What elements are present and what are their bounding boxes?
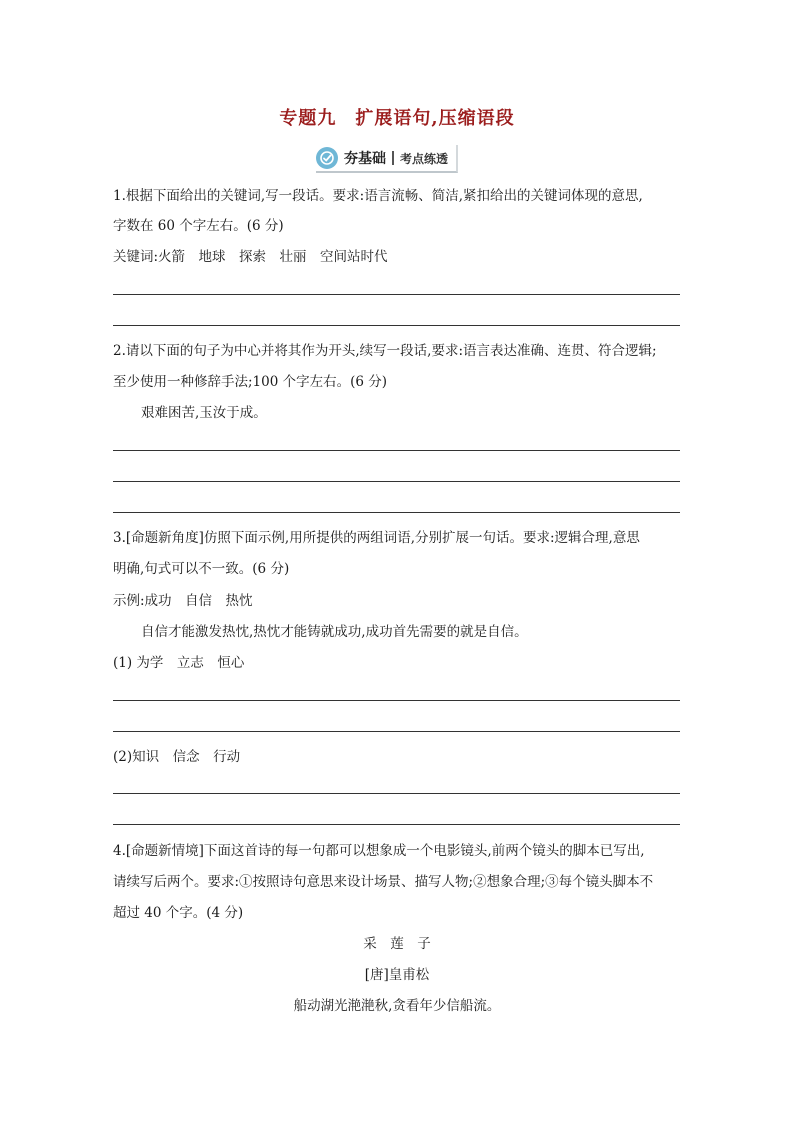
q1-answer-line[interactable] [113, 294, 680, 295]
q3-item2-answer-line[interactable] [113, 824, 680, 825]
q3-item1-answer-line[interactable] [113, 700, 680, 701]
badge-sub-label: 考点练透 [400, 151, 449, 166]
q3-prompt-line1: 3.[命题新角度]仿照下面示例,用所提供的两组词语,分别扩展一句话。要求:逻辑合理,意思 [113, 530, 640, 546]
section-badge [316, 145, 458, 173]
badge-divider [392, 151, 394, 165]
page-title: 专题九 扩展语句,压缩语段 [279, 108, 515, 129]
q3-item-1: (1) 为学 立志 恒心 [113, 655, 245, 671]
poem-author: [唐]皇甫松 [364, 967, 430, 983]
badge-main-label: 夯基础 [344, 151, 386, 167]
q3-example-sentence: 自信才能激发热忱,热忱才能铸就成功,成功首先需要的就是自信。 [141, 624, 528, 640]
q4-prompt-line3: 超过 40 个字。(4 分) [113, 905, 244, 921]
q1-prompt-line1: 1.根据下面给出的关键词,写一段话。要求:语言流畅、简洁,紧扣给出的关键词体现的意思, [113, 188, 643, 204]
q1-keywords: 关键词:火箭 地球 探索 壮丽 空间站时代 [113, 249, 388, 265]
q2-answer-line[interactable] [113, 481, 680, 482]
q2-prompt-line1: 2.请以下面的句子为中心并将其作为开头,续写一段话,要求:语言表达准确、连贯、符合逻辑; [113, 343, 657, 359]
q1-answer-line[interactable] [113, 325, 680, 326]
q3-item2-answer-line[interactable] [113, 793, 680, 794]
q3-item-2: (2)知识 信念 行动 [113, 749, 241, 765]
poem-title: 采 莲 子 [363, 936, 431, 952]
q2-sentence: 艰难困苦,玉汝于成。 [141, 405, 267, 421]
q2-prompt-line2: 至少使用一种修辞手法;100 个字左右。(6 分) [113, 374, 388, 390]
checkmark-icon [316, 147, 338, 169]
q4-prompt-line2: 请续写后两个。要求:①按照诗句意思来设计场景、描写人物;②想象合理;③每个镜头脚本不 [113, 874, 654, 890]
q3-item1-answer-line[interactable] [113, 731, 680, 732]
poem-line-1: 船动湖光滟滟秋,贪看年少信船流。 [293, 998, 501, 1014]
q3-example-words: 示例:成功 自信 热忱 [113, 593, 253, 609]
q2-answer-line[interactable] [113, 450, 680, 451]
q2-answer-line[interactable] [113, 512, 680, 513]
q3-prompt-line2: 明确,句式可以不一致。(6 分) [113, 561, 290, 577]
q4-prompt-line1: 4.[命题新情境]下面这首诗的每一句都可以想象成一个电影镜头,前两个镜头的脚本已写出, [113, 843, 645, 859]
q1-prompt-line2: 字数在 60 个字左右。(6 分) [113, 218, 284, 234]
